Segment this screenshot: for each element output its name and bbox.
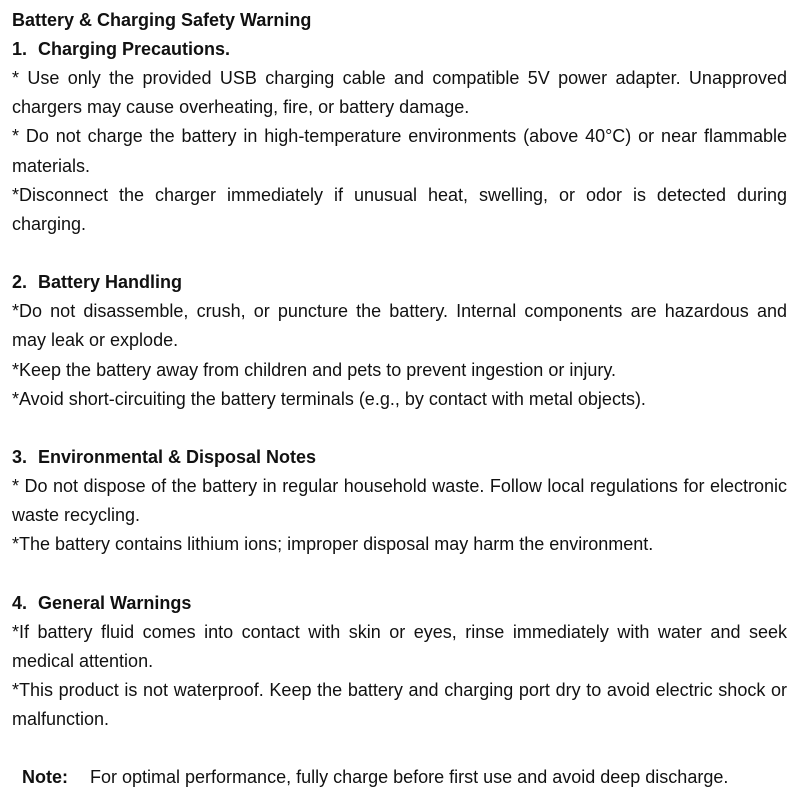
section-general-warnings [12,589,787,735]
section-number: 3. [12,447,28,468]
list-item: *If battery fluid comes into contact with skin or eyes, rinse immediately with water and seek medical attention. [12,621,787,671]
section-heading [12,443,787,472]
section-title: Battery Handling [38,272,183,293]
section-number: 1. [12,39,28,59]
section-heading [12,268,787,297]
spacer [12,414,787,443]
list-item: *Keep the battery away from children and pets to prevent ingestion or injury. [12,359,617,380]
list-item: *The battery contains lithium ions; improper disposal may harm the environment. [12,534,654,555]
list-item: *Disconnect the charger immediately if unusual heat, swelling, or odor is detected during charging. [12,184,787,235]
section-heading [12,35,787,64]
document-title: Battery & Charging Safety Warning [12,10,312,30]
section-charging-precautions [12,35,787,239]
list-item: *This product is not waterproof. Keep the battery and charging port dry to avoid electric shock or malfunction. [12,680,787,730]
section-battery-handling [12,268,787,414]
note-label: Note: [22,767,68,788]
spacer [12,560,787,589]
list-item: *Avoid short-circuiting the battery terminals (e.g., by contact with metal objects). [12,388,646,409]
section-environmental-disposal [12,443,787,560]
section-number: 2. [12,272,28,293]
list-item: *Do not disassemble, crush, or puncture the battery. Internal components are hazardous and may leak or explode. [12,301,787,351]
note-text: For optimal performance, fully charge before first use and avoid deep discharge. [90,767,729,788]
spacer [12,734,787,763]
section-title: Environmental & Disposal Notes [38,447,317,468]
document [12,6,787,792]
section-heading [12,589,787,618]
section-number: 4. [12,592,28,613]
section-title: General Warnings [38,592,192,613]
spacer [12,239,787,268]
list-item: * Do not dispose of the battery in regular household waste. Follow local regulations for electronic waste recycling. [12,476,787,526]
section-title: Charging Precautions. [38,39,231,59]
note [12,763,787,792]
list-item: * Use only the provided USB charging cable and compatible 5V power adapter. Unapproved chargers may cause overheating, fire, or battery damage. [12,68,787,118]
list-item: * Do not charge the battery in high-temperature environments (above 40°C) or near flammable materials. [12,126,787,176]
